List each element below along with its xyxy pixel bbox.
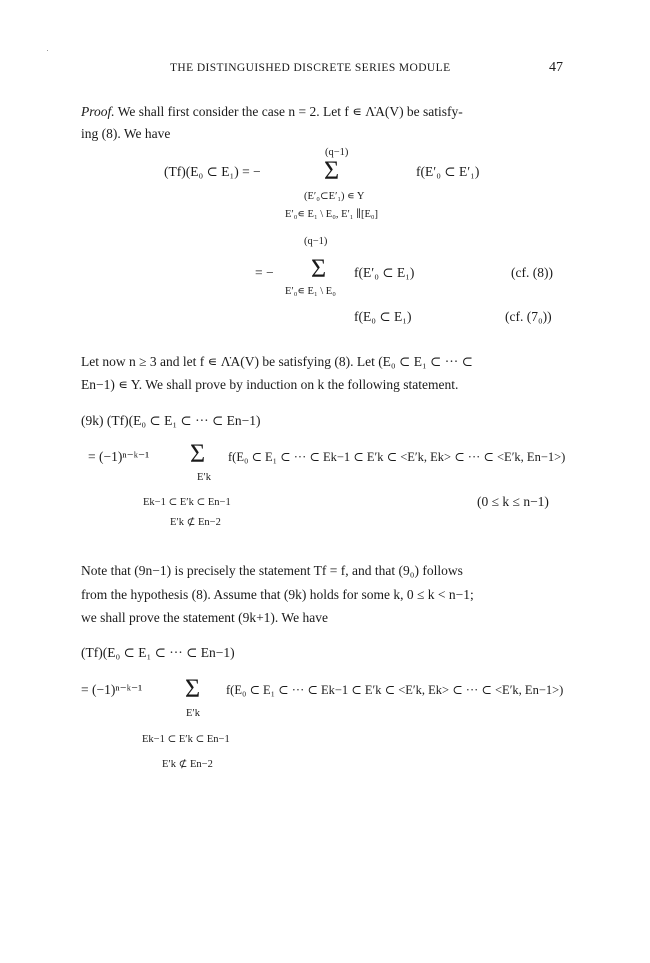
eq1-sigma: Σ: [324, 156, 340, 185]
para3-line-1: Note that (9n−1) is precisely the statement Tf = f, and that (9₀) follows: [81, 563, 463, 578]
eq2-sum-upper: (q−1): [304, 236, 328, 247]
para2-line-2: En−1) ∊ Y. We shall prove by induction on k the following statement.: [81, 377, 459, 392]
proof-label: Proof.: [81, 104, 115, 119]
running-title: THE DISTINGUISHED DISCRETE SERIES MODULE: [170, 62, 451, 74]
eq1-summand: f(E′₀ ⊂ E′₁): [416, 164, 480, 179]
statement-sub-2: Ek−1 ⊂ E′k ⊂ En−1: [143, 497, 231, 508]
eq2-condition: E′₀∊ E₁ \ E₀: [285, 286, 336, 297]
para2-line-1: Let now n ≥ 3 and let f ∊ Λ̇A(V) be satisfying (8). Let (E₀ ⊂ E₁ ⊂ ··· ⊂: [81, 354, 473, 369]
para3-line-3: we shall prove the statement (9k+1). We have: [81, 610, 328, 625]
eq4-sub-2: Ek−1 ⊂ E′k ⊂ En−1: [142, 734, 230, 745]
eq3-rhs: f(E₀ ⊂ E₁): [354, 309, 412, 324]
eq2-reference: (cf. (8)): [511, 265, 553, 280]
eq4-summand: f(E₀ ⊂ E₁ ⊂ ··· ⊂ Ek−1 ⊂ E′k ⊂ <E′k, Ek> ⊂ ··· ⊂ <E′k, En−1>): [226, 683, 564, 697]
scan-speck: [47, 50, 48, 51]
statement-summand: f(E₀ ⊂ E₁ ⊂ ··· ⊂ Ek−1 ⊂ E′k ⊂ <E′k, Ek> ⊂ ··· ⊂ <E′k, En−1>): [228, 450, 566, 464]
para3-line-2: from the hypothesis (8). Assume that (9k) holds for some k, 0 ≤ k < n−1;: [81, 587, 474, 602]
eq4-sigma: Σ: [185, 674, 201, 703]
statement-sub-3: E′k ⊄ En−2: [170, 517, 221, 528]
proof-line-1: [81, 104, 463, 120]
eq2-lhs: = −: [255, 265, 274, 280]
eq4-lead: = (−1)ⁿ⁻ᵏ⁻¹: [81, 682, 143, 697]
eq1-lhs: (Tf)(E₀ ⊂ E₁) = −: [164, 164, 261, 179]
page-number: 47: [549, 60, 563, 75]
eq3-reference: (cf. (7₀)): [505, 309, 552, 324]
statement-sigma: Σ: [190, 439, 206, 468]
proof-text-1: We shall first consider the case n = 2. Let f ∊ Λ̇A(V) be satisfy-: [117, 104, 463, 119]
proof-line-2: ing (8). We have: [81, 126, 171, 141]
statement-range: (0 ≤ k ≤ n−1): [477, 494, 549, 509]
eq2-summand: f(E′₀ ⊂ E₁): [354, 265, 415, 280]
eq1-condition-2: E′₀∊ E₁ \ E₀, E′₁ ∥[E₀]: [285, 209, 379, 220]
eq1-condition-1: (E′₀⊂E′₁) ∊ Y: [304, 191, 365, 202]
statement-label: (9k) (Tf)(E₀ ⊂ E₁ ⊂ ··· ⊂ En−1): [81, 413, 261, 428]
statement-lead: = (−1)ⁿ⁻ᵏ⁻¹: [88, 449, 150, 464]
eq4-sub-3: E′k ⊄ En−2: [162, 759, 213, 770]
eq4-sub-1: E′k: [186, 708, 200, 719]
eq2-sigma: Σ: [311, 254, 327, 283]
eq1-sum-upper: (q−1): [325, 147, 349, 158]
eq4-lhs: (Tf)(E₀ ⊂ E₁ ⊂ ··· ⊂ En−1): [81, 645, 235, 660]
statement-sub-1: E′k: [197, 472, 211, 483]
